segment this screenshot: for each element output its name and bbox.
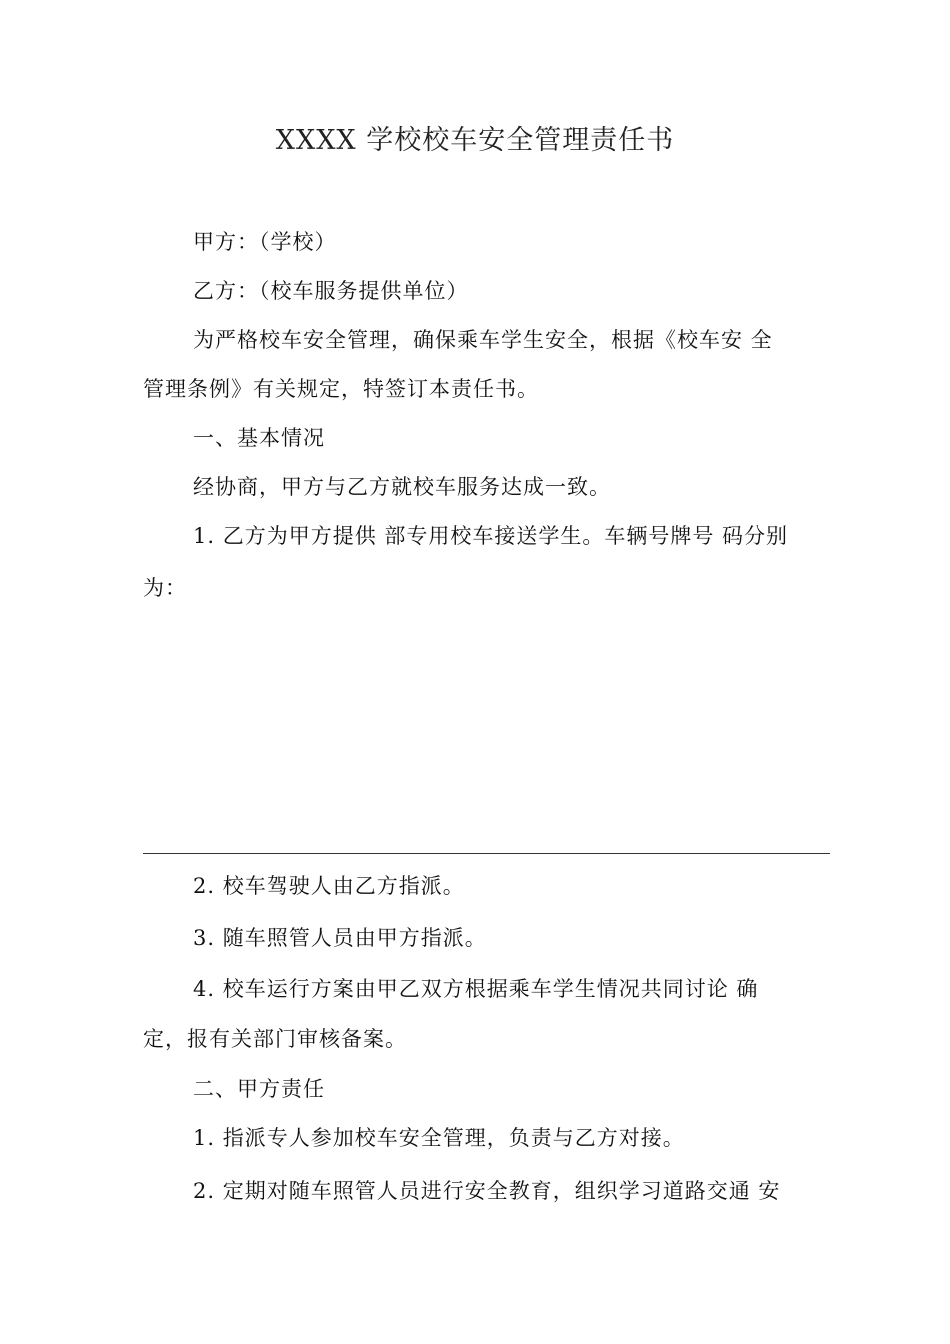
fill-in-underline	[143, 853, 830, 854]
item-2-line: 2. 校车驾驶人由乙方指派。	[193, 874, 465, 898]
section-heading-party-a: 二、甲方责任	[193, 1077, 325, 1101]
item-1-line-2: 为：	[143, 576, 187, 600]
item-1-line-1: 1. 乙方为甲方提供 部专用校车接送学生。车辆号牌号 码分别	[193, 524, 789, 548]
basic-paragraph: 经协商，甲方与乙方就校车服务达成一致。	[193, 475, 611, 499]
document-title: XXXX 学校校车安全管理责任书	[275, 125, 675, 156]
intro-paragraph-line-2: 管理条例》有关规定，特签订本责任书。	[143, 377, 539, 401]
party-a-item-1-line: 1. 指派专人参加校车安全管理，负责与乙方对接。	[193, 1126, 685, 1150]
party-a-line: 甲方：（学校）	[193, 230, 337, 254]
party-a-item-2-line: 2. 定期对随车照管人员进行安全教育，组织学习道路交通 安	[193, 1179, 781, 1203]
intro-paragraph-line-1: 为严格校车安全管理，确保乘车学生安全，根据《校车安 全	[193, 328, 773, 352]
item-4-line-1: 4. 校车运行方案由甲乙双方根据乘车学生情况共同讨论 确	[193, 977, 759, 1001]
section-heading-basic: 一、基本情况	[193, 426, 325, 450]
party-b-line: 乙方：（校车服务提供单位）	[193, 279, 469, 303]
item-3-line: 3. 随车照管人员由甲方指派。	[193, 926, 487, 950]
item-4-line-2: 定，报有关部门审核备案。	[143, 1027, 407, 1051]
